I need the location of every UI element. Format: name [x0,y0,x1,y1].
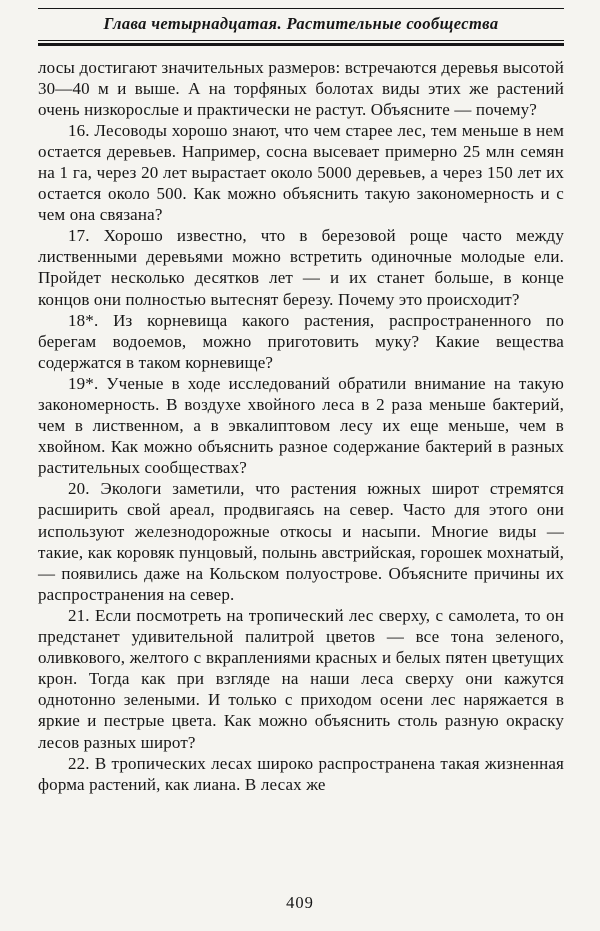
paragraph: лосы достигают значительных размеров: встречаются деревья высотой 30—40 м и выше. А на торфяных болотах виды этих же растений очень низкорослые и практически не растут. Объясните — почему? [38,57,564,119]
paragraph: 19*. Ученые в ходе исследований обратили внимание на такую закономерность. В воздухе хвойного леса в 2 раза меньше бактерий, чем в лиственном, а в эвкалиптовом лесу их еще меньше, чем в хвойном. Как можно объяснить разное содержание бактерий в разных растительных сообществах? [38,373,564,478]
paragraph: 21. Если посмотреть на тропический лес сверху, с самолета, то он предстанет удивительной палитрой цветов — все тона зеленого, оливкового, желтого с вкраплениями красных и белых пятен цветущих крон. Тогда как при взгляде на наши леса сверху они кажутся однотонно зелеными. И только с приходом осени лес наряжается в яркие и пестрые цвета. Как можно объяснить столь разную окраску лесов разных широт? [38,605,564,752]
paragraph: 16. Лесоводы хорошо знают, что чем старее лес, тем меньше в нем остается деревьев. Например, сосна высевает примерно 25 млн семян на 1 га, через 20 лет вырастает около 5000 деревьев, а через 150 лет их остается около 500. Как можно объяснить такую закономерность и с чем она связана? [38,120,564,225]
running-header [38,8,564,46]
paragraph: 18*. Из корневища какого растения, распространенного по берегам водоемов, можно приготовить муку? Какие вещества содержатся в таком корневище? [38,310,564,372]
page-body-text [38,57,564,795]
paragraph: 20. Экологи заметили, что растения южных широт стремятся расширить свой ареал, продвигаясь на север. Часто для этого они используют железнодорожные откосы и насыпи. Многие виды — такие, как коровяк пунцовый, полынь австрийская, горошек мохнатый, — появились даже на Кольском полуострове. Объясните причины их распространения на север. [38,479,564,604]
chapter-header-title: Глава четырнадцатая. Растительные сообщества [103,14,499,33]
header-rule-bottom [38,40,564,46]
paragraph: 22. В тропических лесах широко распространена такая жизненная форма растений, как лиана. В лесах же [38,753,564,794]
page-number: 409 [286,893,314,912]
paragraph: 17. Хорошо известно, что в березовой роще часто между лиственными деревьями можно встретить одиночные молодые ели. Пройдет несколько десятков лет — и их станет больше, в конце концов они полностью вытеснят березу. Почему это происходит? [38,226,564,309]
